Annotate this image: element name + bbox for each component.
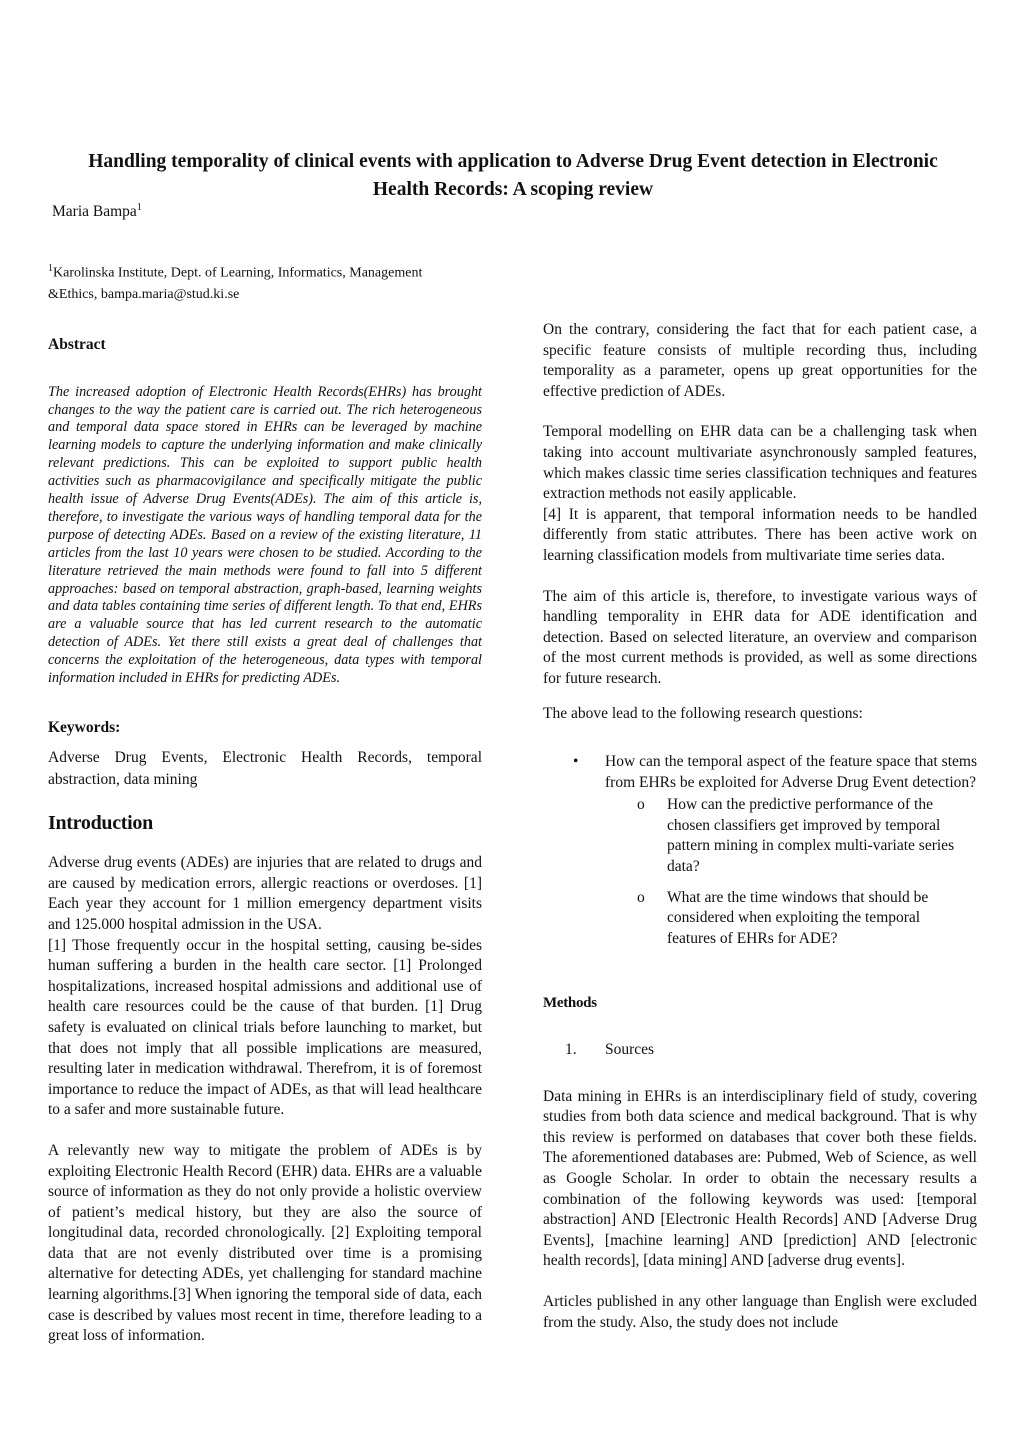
keywords-heading: Keywords: xyxy=(48,719,121,736)
sources-label: Sources xyxy=(605,1041,655,1059)
right-paragraph-2: Temporal modelling on EHR data can be a challenging task when taking into account multivariate asynchronously sampled features, which makes classic time series classification techniques and features extraction methods not easily applicable. xyxy=(543,423,977,503)
sub-question-1 xyxy=(605,795,957,877)
right-column xyxy=(543,320,977,1333)
research-question-text: How can the temporal aspect of the feature space that stems from EHRs be exploited for Adverse Drug Event detection? xyxy=(605,753,977,791)
author-superscript: 1 xyxy=(136,202,142,213)
research-questions-list xyxy=(543,752,977,949)
keywords-text: Adverse Drug Events, Electronic Health Records, temporal abstraction, data mining xyxy=(48,748,482,788)
sub-question-2 xyxy=(605,888,957,950)
bullet-icon: • xyxy=(573,753,579,771)
introduction-paragraph-3: A relevantly new way to mitigate the problem of ADEs is by exploiting Electronic Health Record (EHR) data. EHRs are a valuable source of information as they do not only provide a holistic overview of patient’s medical history, but they are also the source of longitudinal data, recorded chronologically. [2] Exploiting temporal data that are not evenly distributed over time is a promising alternative for detecting ADEs, yet challenging for standard machine learning algorithms.[3] When ignoring the temporal side of data, each case is described by values most recent in time, therefore leading to a great loss of information. xyxy=(48,1141,482,1345)
sources-number: 1. xyxy=(565,1041,577,1059)
methods-paragraph-1: Data mining in EHRs is an interdisciplinary field of study, covering studies from both data science and medical background. That is why this review is performed on databases that cover both these fields. The aforementioned databases are: Pubmed, Web of Science, as well as Google Scholar. In order to obtain the necessary results a combination of the following keywords was used: [temporal abstraction] AND [Electronic Health Records] AND [Adverse Drug Events], [machine learning] AND [prediction] AND [electronic health records], [data mining] AND [adverse drug events]. xyxy=(543,1087,977,1270)
title-line-2: Health Records: A scoping review xyxy=(372,179,654,200)
abstract-heading: Abstract xyxy=(48,336,106,353)
introduction-paragraph-1: Adverse drug events (ADEs) are injuries that are related to drugs and are caused by medication errors, allergic reactions or overdoses. [1] Each year they account for 1 million emergency department visits and 125.000 hospital admission in the USA. xyxy=(48,854,482,933)
title-line-1: Handling temporality of clinical events with application to Adverse Drug Event detection in Electronic xyxy=(88,151,938,172)
left-column xyxy=(48,335,482,1347)
sub-questions-list xyxy=(605,795,977,949)
introduction-paragraph-2: [1] Those frequently occur in the hospital setting, causing be-sides human suffering a burden in the health care sector. [1] Prolonged hospitalizations, increased hospital admissions and additional use of health care resources could be the cause of that burden. [1] Drug safety is evaluated on clinical trials before launching to market, but that does not imply that all possible implications are measured, resulting later in medication withdrawal. Therefrom, it is of foremost importance to reduce the impact of ADEs, as that will lead healthcare to a safer and more sustainable future. xyxy=(48,936,482,1119)
abstract-text: The increased adoption of Electronic Health Records(EHRs) has brought changes to the way the patient care is carried out. The rich heterogeneous and temporal data space stored in EHRs can be leveraged by machine learning models to capture the underlying information and make clinically relevant predictions. This can be exploited to support public health activities such as pharmacovigilance and specifically mitigate the public health issue of Adverse Drug Events(ADEs). The aim of this article is, therefore, to investigate the various ways of handling temporal data for the purpose of detecting ADEs. Based on a review of the existing literature, 11 articles from the last 10 years were chosen to be studied. According to the literature retrieved the main methods were found to fall into 5 different approaches: based on temporal abstraction, graph-based, learning weights and data tables containing time series of different length. To that end, EHRs are a valuable source that has led current research to the automatic detection of ADEs. Yet there still exists a great deal of challenges that concerns the exploitation of the heterogeneous, data types with temporal information included in EHRs for predicting ADEs. xyxy=(48,383,482,687)
right-paragraph-1: On the contrary, considering the fact that for each patient case, a specific feature consists of multiple recording thus, including temporality as a parameter, opens up great opportunities for the effective prediction of ADEs. xyxy=(543,321,977,400)
sub-question-2-text: What are the time windows that should be considered when exploiting the temporal features of EHRs for ADE? xyxy=(667,888,929,947)
introduction-heading: Introduction xyxy=(48,811,153,834)
research-question-main xyxy=(543,752,977,949)
affiliation xyxy=(48,258,488,305)
affiliation-line-1: Karolinska Institute, Dept. of Learning, Informatics, Management xyxy=(53,265,423,281)
author xyxy=(52,202,142,221)
affiliation-superscript: 1 xyxy=(48,263,53,274)
right-paragraph-4: The aim of this article is, therefore, to investigate various ways of handling temporality in EHR data for ADE identification and detection. Based on selected literature, an overview and comparison of the most current methods is provided, as well as some directions for future research. xyxy=(543,587,977,687)
paper-title xyxy=(48,148,978,204)
affiliation-line-2: &Ethics, bampa.maria@stud.ki.se xyxy=(48,286,240,302)
methods-paragraph-2: Articles published in any other language than English were excluded from the study. Also, the study does not include xyxy=(543,1292,977,1331)
methods-heading: Methods xyxy=(543,995,597,1012)
sources-subheading xyxy=(543,1040,977,1061)
research-questions-intro: The above lead to the following research questions: xyxy=(543,704,863,722)
circle-bullet-icon: o xyxy=(637,888,645,906)
right-paragraph-3: [4] It is apparent, that temporal information needs to be handled differently from static attributes. There has been active work on learning classification models from multivariate time series data. xyxy=(543,505,977,564)
sub-question-1-text: How can the predictive performance of the chosen classifiers get improved by temporal pattern mining in complex multi-variate series data? xyxy=(667,796,955,876)
author-name: Maria Bampa xyxy=(52,203,137,221)
circle-bullet-icon: o xyxy=(637,796,645,814)
